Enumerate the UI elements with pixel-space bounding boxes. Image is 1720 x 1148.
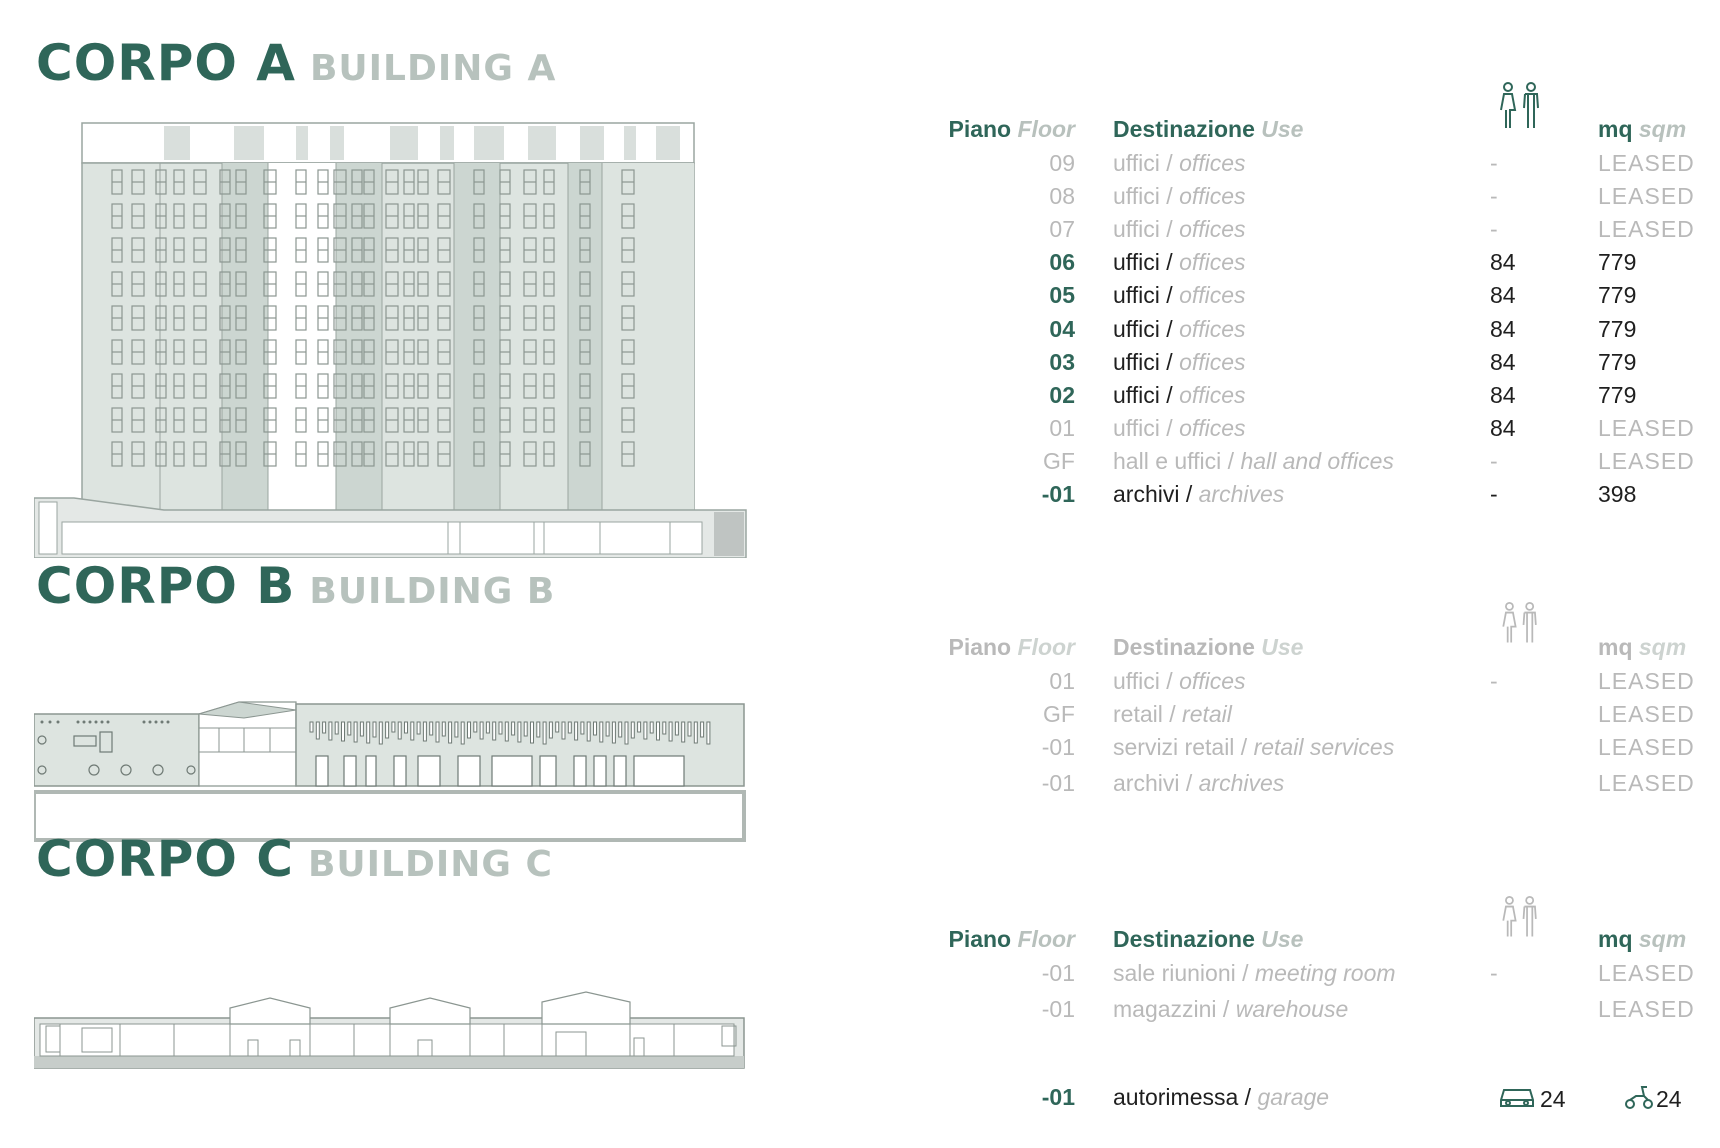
use-it: uffici [1113,381,1160,408]
use-en: retail services [1253,734,1395,761]
use-it: archivi [1113,481,1180,507]
use-it: uffici [1113,315,1160,342]
table-row [930,312,1700,346]
table-row [930,378,1700,412]
use-it: uffici [1113,216,1160,243]
use-cell: uffici / offices [1113,315,1246,342]
building-b-title [36,557,555,615]
building-a-elevation [34,118,754,558]
table-header [930,922,1700,956]
building-a-title-it: CORPO A [36,34,296,92]
floor-cell: 02 [1049,381,1075,408]
floor-header [930,630,1075,664]
garage-floor: -01 [1041,1084,1075,1110]
use-header-en: Use [1261,926,1304,952]
floor-cell: 07 [1049,216,1075,243]
floor-cell: -01 [1041,960,1075,986]
car-count: 24 [1540,1086,1566,1112]
area-cell: LEASED [1598,770,1695,797]
use-it: sale riunioni [1113,960,1236,986]
floor-cell: -01 [1041,481,1075,507]
floor-cell: -01 [1041,996,1075,1022]
mq-header-en: sqm [1638,634,1687,660]
floor-cell: 05 [1049,282,1075,309]
use-en: archives [1198,481,1285,507]
floor-cell: -01 [1041,734,1075,761]
use-cell: uffici / offices [1113,249,1246,276]
building-b-title-en: BUILDING B [309,571,556,612]
use-en: offices [1179,315,1246,342]
garage-use: autorimessa / garage [1113,1084,1330,1110]
floor-header [930,112,1075,146]
restroom-count-cell: 84 [1490,414,1516,441]
floor-cell: 06 [1049,249,1075,276]
table-row [930,212,1700,246]
area-cell: LEASED [1598,960,1695,986]
table-row [930,730,1700,764]
mq-header-en: sqm [1638,116,1687,142]
table-row [930,664,1700,698]
floor-cell: GF [1043,447,1075,474]
floor-cell: 09 [1049,150,1075,176]
use-en: offices [1179,216,1246,243]
use-cell: archivi / archives [1113,770,1285,797]
use-en: offices [1179,150,1246,176]
table-row [930,345,1700,379]
use-en: archives [1198,770,1285,797]
restroom-count-cell: 84 [1490,381,1516,408]
use-en: meeting room [1254,960,1396,986]
use-en: offices [1179,348,1246,375]
use-cell: servizi retail / retail services [1113,734,1395,761]
mq-header [1598,630,1686,664]
use-cell: archivi / archives [1113,481,1285,507]
restroom-count-cell: - [1490,183,1498,210]
floor-cell: 03 [1049,348,1075,375]
use-header-it: Destinazione [1113,926,1255,952]
floor-cell: GF [1043,701,1075,728]
use-cell: sale riunioni / meeting room [1113,960,1396,986]
table-row [930,477,1700,511]
table-row [930,411,1700,445]
area-cell: LEASED [1598,183,1695,210]
use-en: warehouse [1235,996,1349,1022]
floor-cell: 01 [1049,414,1075,441]
building-b-elevation [34,698,754,844]
mq-header-it: mq [1598,116,1633,142]
use-header-it: Destinazione [1113,634,1255,660]
area-cell: LEASED [1598,701,1695,728]
use-en: hall and offices [1240,447,1394,474]
table-row [930,766,1700,800]
restroom-count-cell: - [1490,150,1498,176]
use-cell: uffici / offices [1113,150,1246,176]
use-en: offices [1179,249,1246,276]
area-cell: 779 [1598,282,1637,309]
area-cell: LEASED [1598,447,1695,474]
floor-header-en: Floor [1017,634,1075,660]
floor-header [930,922,1075,956]
use-header [1113,630,1303,664]
use-cell: hall e uffici / hall and offices [1113,447,1394,474]
mq-header [1598,922,1686,956]
floor-header-it: Piano [948,634,1012,660]
use-cell: uffici / offices [1113,216,1246,243]
use-it: uffici [1113,348,1160,375]
restroom-icon [1496,82,1544,132]
table-header [930,630,1700,664]
floor-header-en: Floor [1017,926,1075,952]
mq-header [1598,112,1686,146]
table-row [930,697,1700,731]
garage-use-en: garage [1257,1084,1330,1110]
floor-header-en: Floor [1017,116,1075,142]
use-it: uffici [1113,183,1160,210]
use-cell: uffici / offices [1113,668,1246,694]
use-en: offices [1179,282,1246,309]
use-it: magazzini [1113,996,1217,1022]
floor-header-it: Piano [948,116,1012,142]
use-en: offices [1179,668,1246,694]
mq-header-en: sqm [1638,926,1687,952]
area-cell: LEASED [1598,414,1695,441]
area-cell: 779 [1598,315,1637,342]
area-cell: LEASED [1598,216,1695,243]
restroom-count-cell: 84 [1490,315,1516,342]
building-c-title-en: BUILDING C [307,844,553,885]
use-it: retail [1113,701,1163,728]
restroom-count-cell: - [1490,668,1498,694]
use-it: uffici [1113,414,1160,441]
scooter-count: 24 [1656,1086,1682,1112]
use-it: servizi retail [1113,734,1235,761]
use-cell: uffici / offices [1113,414,1246,441]
building-c-title-it: CORPO C [36,830,294,888]
building-c-elevation [34,988,754,1072]
table-row [930,245,1700,279]
use-en: offices [1179,381,1246,408]
use-header [1113,112,1303,146]
floor-cell: 08 [1049,183,1075,210]
mq-header-it: mq [1598,634,1633,660]
use-en: offices [1179,414,1246,441]
use-header-en: Use [1261,634,1304,660]
use-it: uffici [1113,282,1160,309]
use-cell: magazzini / warehouse [1113,996,1349,1022]
car-icon [1498,1084,1536,1119]
use-en: retail [1182,701,1232,728]
table-header [930,112,1700,146]
restroom-count-cell: - [1490,447,1498,474]
restroom-count-cell: 84 [1490,348,1516,375]
mq-header-it: mq [1598,926,1633,952]
floor-cell: -01 [1041,770,1075,797]
area-cell: 779 [1598,249,1637,276]
area-cell: 779 [1598,381,1637,408]
building-c-title [36,830,553,888]
area-cell: 779 [1598,348,1637,375]
area-cell: LEASED [1598,996,1695,1022]
use-cell: uffici / offices [1113,282,1246,309]
use-cell: retail / retail [1113,701,1232,728]
use-it: uffici [1113,150,1160,176]
building-a-title-en: BUILDING A [309,48,557,89]
restroom-icon [1496,602,1544,646]
floor-cell: 04 [1049,315,1075,342]
table-row [930,992,1700,1026]
area-cell: LEASED [1598,734,1695,761]
floor-header-it: Piano [948,926,1012,952]
table-row [930,444,1700,478]
table-row [930,278,1700,312]
use-it: uffici [1113,668,1160,694]
restroom-count-cell: - [1490,216,1498,243]
use-it: hall e uffici [1113,447,1222,474]
use-cell: uffici / offices [1113,348,1246,375]
scooter-icon [1624,1084,1654,1119]
garage-use-it: autorimessa [1113,1084,1239,1110]
use-cell: uffici / offices [1113,183,1246,210]
restroom-count-cell: - [1490,960,1498,986]
use-header-it: Destinazione [1113,116,1255,142]
floor-cell: 01 [1049,668,1075,694]
table-row [930,956,1700,990]
building-b-title-it: CORPO B [36,557,296,615]
restroom-count-cell: 84 [1490,282,1516,309]
use-en: offices [1179,183,1246,210]
table-row [930,146,1700,180]
area-cell: 398 [1598,481,1637,507]
area-cell: LEASED [1598,668,1695,694]
use-header [1113,922,1303,956]
table-row [930,179,1700,213]
use-it: uffici [1113,249,1160,276]
restroom-icon [1496,896,1544,940]
area-cell: LEASED [1598,150,1695,176]
use-header-en: Use [1261,116,1304,142]
garage-row [930,1080,1700,1114]
use-cell: uffici / offices [1113,381,1246,408]
restroom-count-cell: - [1490,481,1498,507]
restroom-count-cell: 84 [1490,249,1516,276]
use-it: archivi [1113,770,1180,797]
building-a-title [36,34,556,92]
